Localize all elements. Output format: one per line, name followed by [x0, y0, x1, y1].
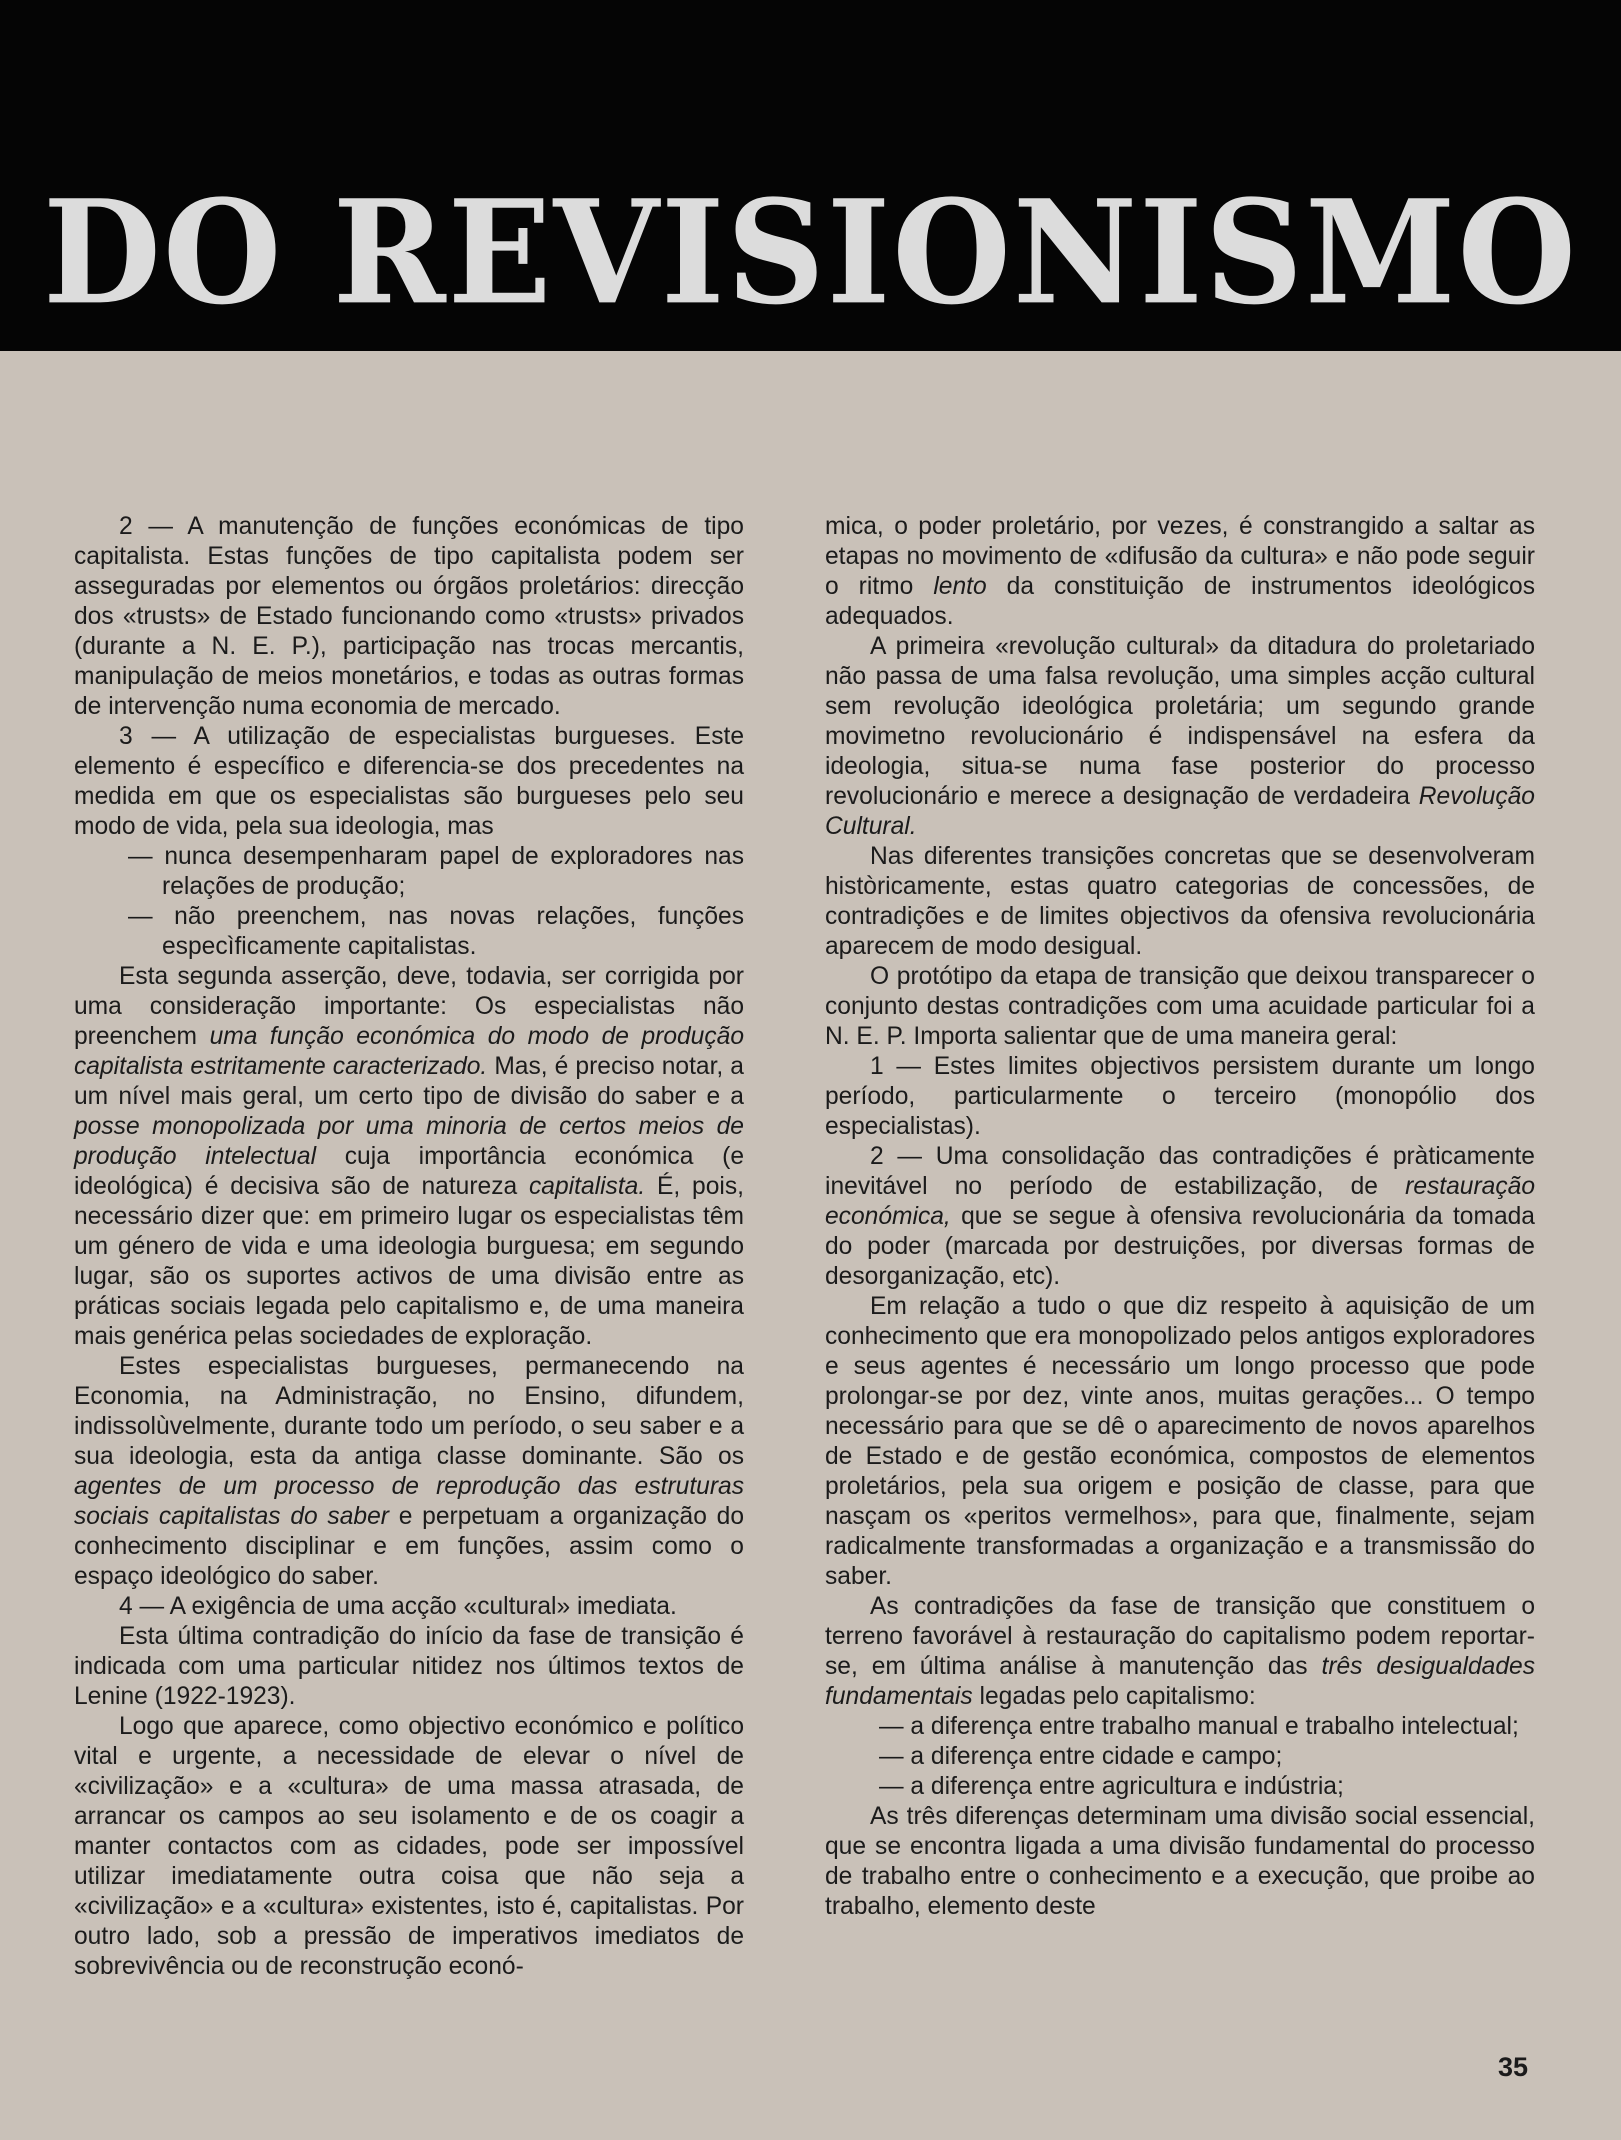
- title-banner: [0, 0, 1621, 351]
- list-item: — a diferença entre agricultura e indústria;: [879, 1773, 1344, 1800]
- text-run: da constituição de instrumentos ideológicos adequados.: [825, 573, 1536, 630]
- paragraph: 3 — A utilização de especialistas burgueses. Este elemento é específico e diferencia-se dos precedentes na medida em que os especialistas são burgueses pelo seu modo de vida, pela sua ideologia, mas: [74, 723, 744, 840]
- text-run: cuja importância económica (e ideológica) é decisiva são de natureza: [74, 1143, 744, 1200]
- list-item: — a diferença entre cidade e campo;: [879, 1743, 1283, 1770]
- list-item: — não preenchem, nas novas relações, funções especìficamente capitalistas.: [128, 903, 744, 960]
- paragraph: Em relação a tudo o que diz respeito à aquisição de um conhecimento que era monopolizado pelos antigos exploradores e seus agentes é necessário um longo processo que pode prolongar-se por dez, vinte anos, muitas gerações... O tempo necessário para que se dê o aparecimento de novos aparelhos de Estado e de gestão económica, compostos de elementos proletários, pela sua origem e posição de classe, para que nasçam os «peritos vermelhos», para que, finalmente, sejam radicalmente transformadas a organização e a transmissão do saber.: [825, 1293, 1535, 1590]
- paragraph: [825, 1592, 1535, 1712]
- page-title: DO REVISIONISMO: [42, 169, 1579, 337]
- paragraph: 1 — Estes limites objectivos persistem durante um longo período, particularmente o terceiro (monopólio dos especialistas).: [825, 1053, 1535, 1140]
- text-run: Mas, é preciso notar, a um nível mais geral, um certo tipo de divisão do saber e a: [74, 1053, 744, 1110]
- paragraph: [825, 1142, 1535, 1292]
- text-run: mica, o poder proletário, por vezes, é constrangido a saltar as etapas no movimento de «difusão da cultura» e não pode seguir o ritmo: [825, 513, 1535, 600]
- paragraph: Esta última contradição do início da fase de transição é indicada com uma particular nitidez nos últimos textos de Lenine (1922-1923).: [74, 1623, 744, 1710]
- paragraph: As três diferenças determinam uma divisão social essencial, que se encontra ligada a uma divisão fundamental do processo de trabalho entre o conhecimento e a execução, que proibe ao trabalho, elemento deste: [825, 1803, 1535, 1920]
- text-run: É, pois, necessário dizer que: em primeiro lugar os especialistas têm um género de vida e uma ideologia burguesa; em segundo lugar, são os suportes activos de uma divisão entre as práticas sociais legada pelo capitalismo e, de uma maneira mais genérica pelas sociedades de exploração.: [74, 1173, 744, 1350]
- emphasis-text: posse monopolizada por uma minoria de certos meios de produção intelectual: [74, 1113, 744, 1170]
- text-run: A primeira «revolução cultural» da ditadura do proletariado não passa de uma falsa revolução, uma simples acção cultural sem revolução ideológica proletária; um segundo grande movimetno revolucionário é indispensável na esfera da ideologia, situa-se numa fase posterior do processo revolucionário e merece a designação de verdadeira: [825, 633, 1535, 810]
- text-run: legadas pelo capitalismo:: [972, 1683, 1256, 1710]
- right-column: [825, 512, 1535, 1922]
- text-run: e perpetuam a organização do conhecimento disciplinar e em funções, assim como o espaço ideológico do saber.: [74, 1503, 744, 1590]
- paragraph: [74, 1352, 744, 1592]
- paragraph: [74, 962, 744, 1352]
- emphasis-text: Revolução Cultural.: [825, 783, 1535, 840]
- emphasis-text: uma função económica do modo de produção capitalista estritamente caracterizado.: [74, 1023, 745, 1080]
- emphasis-text: capitalista.: [529, 1173, 646, 1200]
- emphasis-text: três desigualdades fundamentais: [825, 1653, 1535, 1710]
- text-run: que se segue à ofensiva revolucionária da tomada do poder (marcada por destruições, por diversas formas de desorganização, etc).: [825, 1203, 1535, 1290]
- list-item: — a diferença entre trabalho manual e trabalho intelectual;: [879, 1713, 1519, 1740]
- text-run: Estes especialistas burgueses, permanecendo na Economia, na Administração, no Ensino, difundem, indissolùvelmente, durante todo um período, o seu saber e a sua ideologia, esta da antiga classe dominante. São os: [74, 1353, 744, 1470]
- paragraph: 2 — A manutenção de funções económicas de tipo capitalista. Estas funções de tipo capitalista podem ser asseguradas por elementos ou órgãos proletários: direcção dos «trusts» de Estado funcionando como «trusts» privados (durante a N. E. P.), participação nas trocas mercantis, manipulação de meios monetários, e todas as outras formas de intervenção numa economia de mercado.: [74, 513, 744, 720]
- paragraph: Logo que aparece, como objectivo económico e político vital e urgente, a necessidade de elevar o nível de «civilização» e a «cultura» de uma massa atrasada, de arrancar os campos ao seu isolamento e de os coagir a manter contactos com as cidades, pode ser impossível utilizar imediatamente outra coisa que não seja a «civilização» e a «cultura» existentes, isto é, capitalistas. Por outro lado, sob a pressão de imperativos imediatos de sobrevivência ou de reconstrução econó-: [74, 1713, 744, 1980]
- paragraph: [825, 632, 1535, 842]
- text-run: Esta segunda asserção, deve, todavia, ser corrigida por uma consideração importante: Os especialistas não preenchem: [74, 963, 744, 1050]
- page-number: 35: [1498, 2052, 1529, 2082]
- paragraph: Nas diferentes transições concretas que se desenvolveram històricamente, estas quatro categorias de concessões, de contradições e de limites objectivos da ofensiva revolucionária aparecem de modo desigual.: [825, 843, 1535, 960]
- emphasis-text: restauração económica,: [825, 1173, 1535, 1230]
- text-run: As contradições da fase de transição que constituem o terreno favorável à restauração do capitalismo podem reportar-se, em última análise à manutenção das: [825, 1593, 1535, 1680]
- paragraph: 4 — A exigência de uma acção «cultural» imediata.: [119, 1593, 677, 1620]
- emphasis-text: lento: [933, 573, 987, 600]
- paragraph: O protótipo da etapa de transição que deixou transparecer o conjunto destas contradições com uma acuidade particular foi a N. E. P. Importa salientar que de uma maneira geral:: [825, 963, 1535, 1050]
- list-item: — nunca desempenharam papel de exploradores nas relações de produção;: [128, 843, 744, 900]
- emphasis-text: agentes de um processo de reprodução das estruturas sociais capitalistas do saber: [74, 1473, 744, 1530]
- paragraph: [825, 512, 1535, 632]
- text-run: 2 — Uma consolidação das contradições é pràticamente inevitável no período de estabilização, de: [825, 1143, 1535, 1200]
- left-column: [74, 512, 744, 1982]
